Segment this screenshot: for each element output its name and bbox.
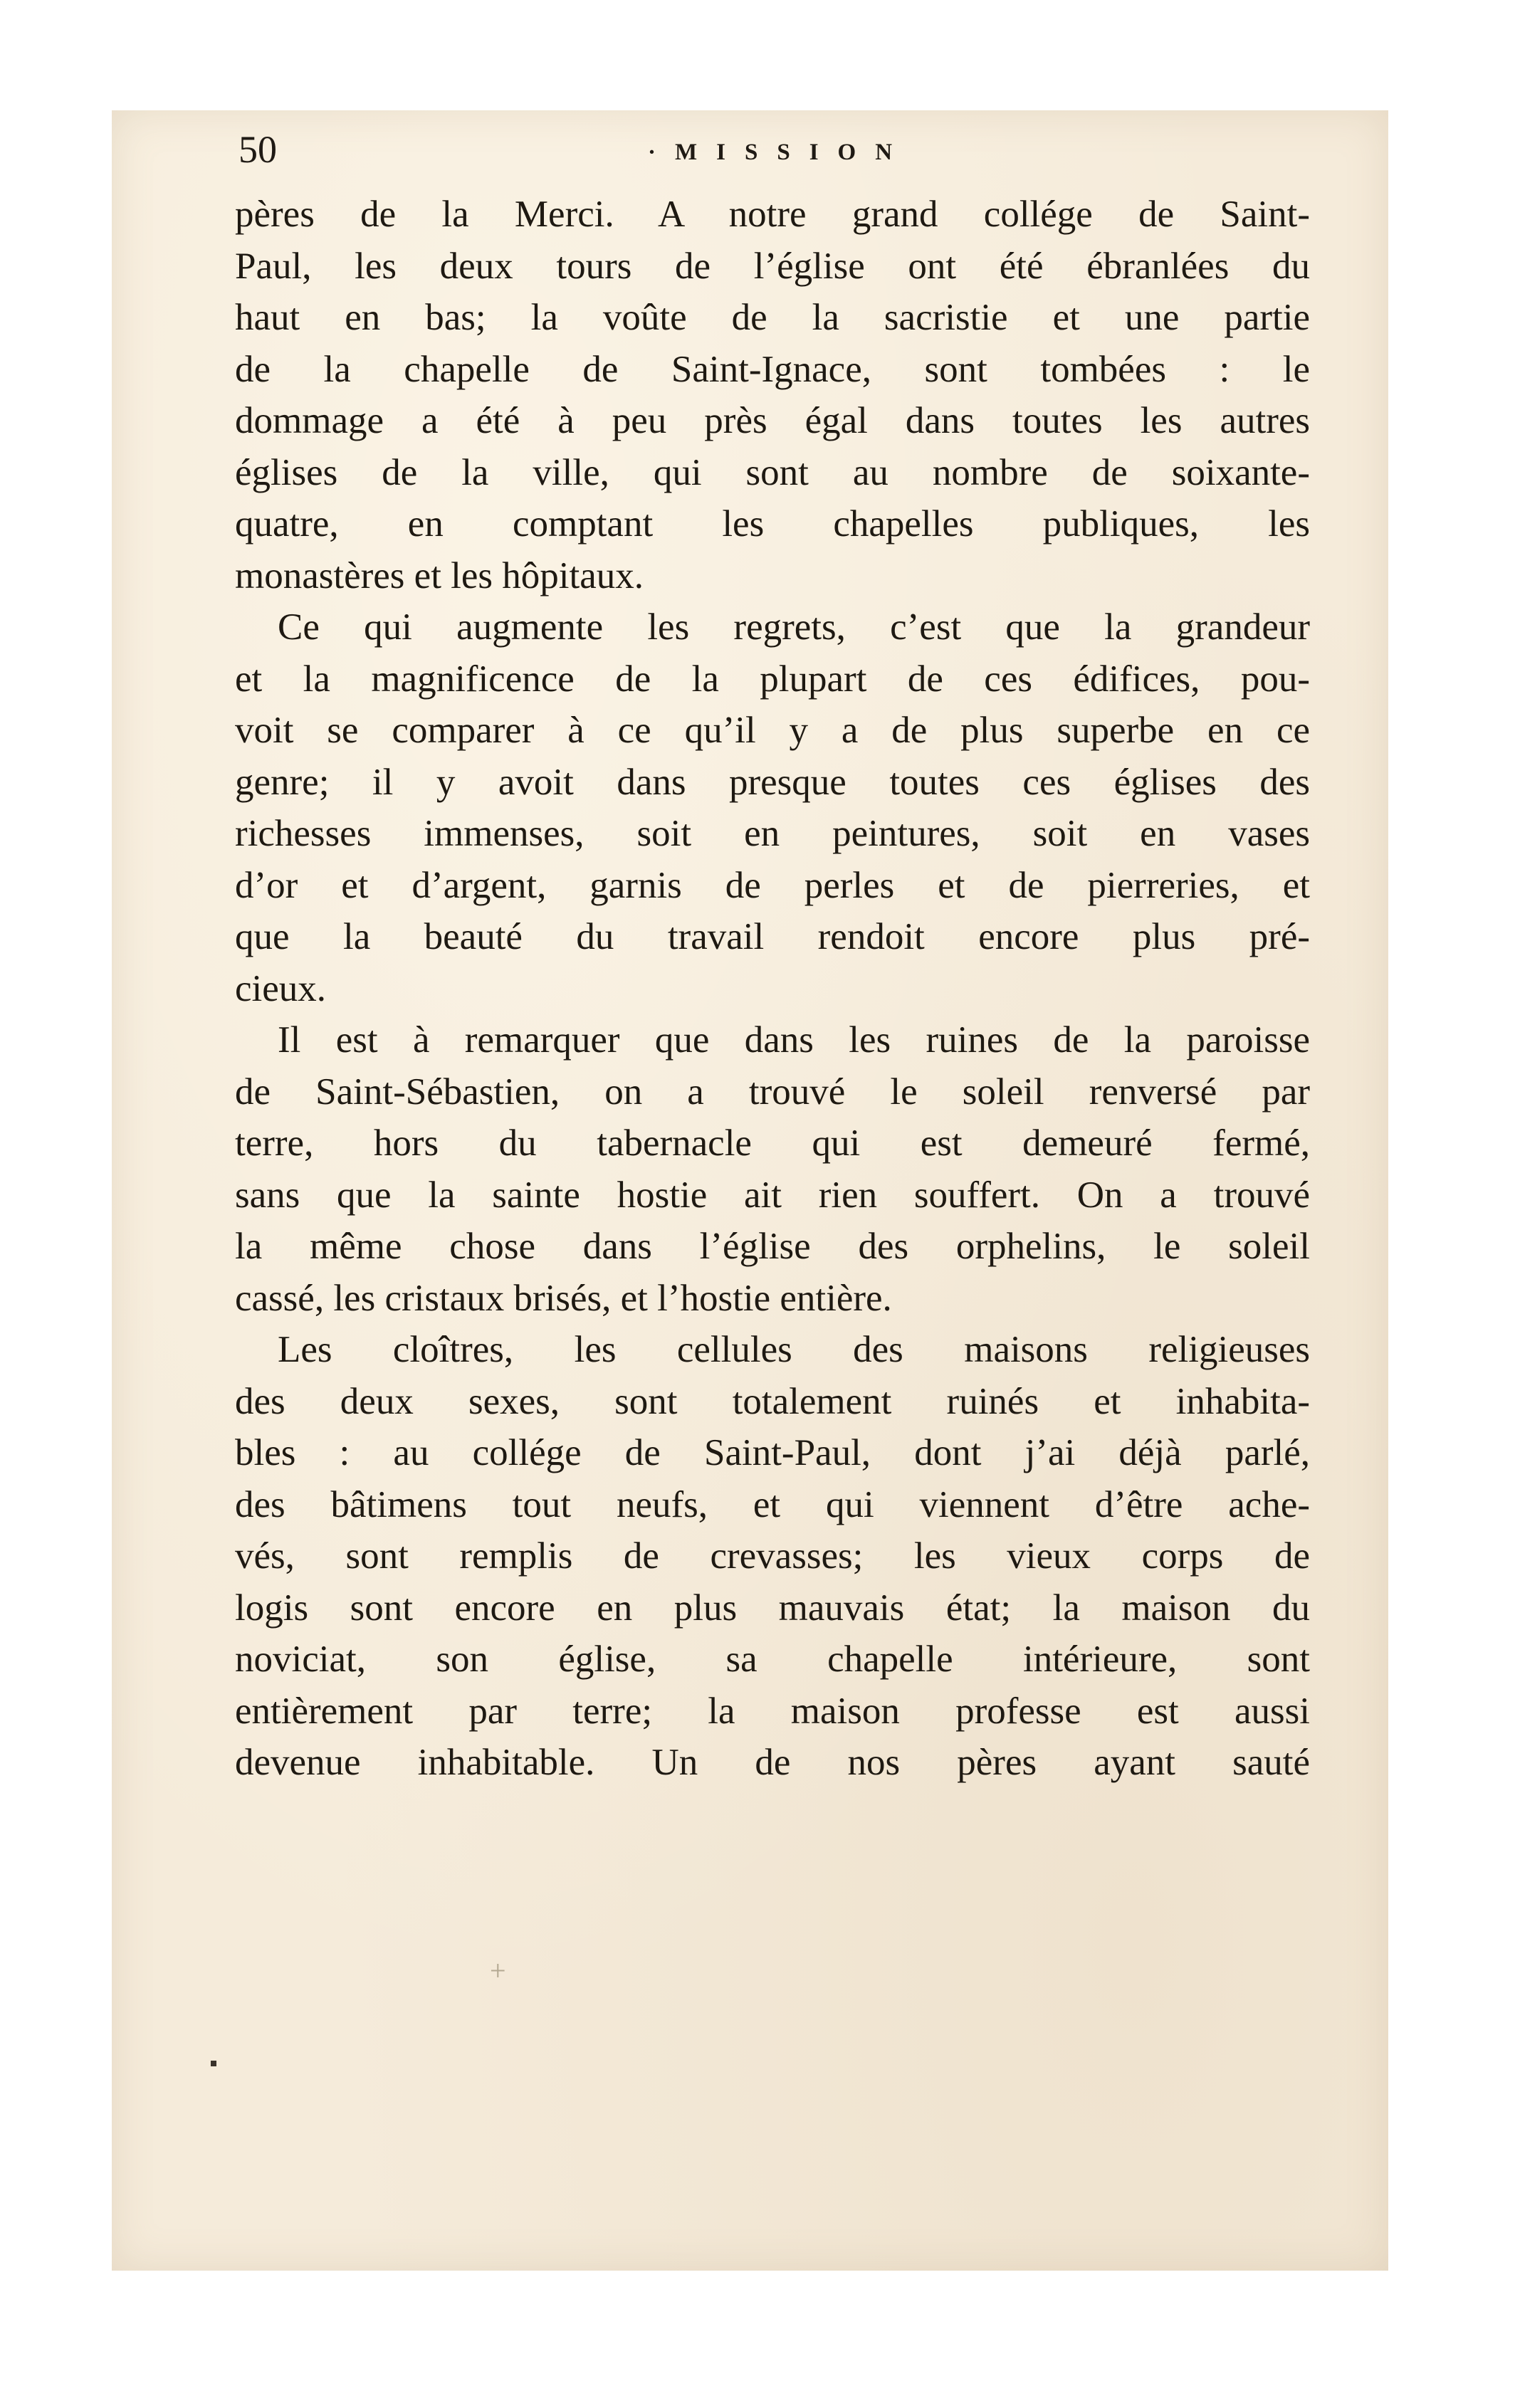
page-header bbox=[238, 121, 1306, 178]
text-line: de Saint-Sébastien, on a trouvé le soleil renversé par bbox=[235, 1071, 1310, 1113]
text-line: pères de la Merci. A notre grand collége de Saint- bbox=[235, 194, 1310, 235]
text-line: Les cloîtres, les cellules des maisons religieuses bbox=[278, 1329, 1310, 1370]
text-line: vés, sont remplis de crevasses; les vieux corps de bbox=[235, 1535, 1310, 1577]
text-line: quatre, en comptant les chapelles publiques, les bbox=[235, 503, 1310, 545]
text-line: que la beauté du travail rendoit encore plus pré- bbox=[235, 916, 1310, 957]
text-line: Il est à remarquer que dans les ruines de la paroisse bbox=[278, 1019, 1310, 1061]
running-head: ·MISSION bbox=[648, 140, 912, 165]
text-line: bles : au collége de Saint-Paul, dont j’ai déjà parlé, bbox=[235, 1432, 1310, 1473]
text-line: d’or et d’argent, garnis de perles et de pierreries, et bbox=[235, 864, 1310, 906]
body-text bbox=[235, 189, 1310, 1789]
text-line: voit se comparer à ce qu’il y a de plus superbe en ce bbox=[235, 710, 1310, 751]
text-line: noviciat, son église, sa chapelle intérieure, sont bbox=[235, 1639, 1310, 1680]
text-line: Ce qui augmente les regrets, c’est que la grandeur bbox=[278, 606, 1310, 648]
print-mark: + bbox=[490, 1955, 506, 1987]
text-line: sans que la sainte hostie ait rien souffert. On a trouvé bbox=[235, 1174, 1310, 1216]
text-line: de la chapelle de Saint-Ignace, sont tombées : le bbox=[235, 348, 1310, 390]
text-line: terre, hors du tabernacle qui est demeuré fermé, bbox=[235, 1122, 1310, 1164]
text-line: des deux sexes, sont totalement ruinés et inhabita- bbox=[235, 1380, 1310, 1422]
text-line: genre; il y avoit dans presque toutes ces églises des bbox=[235, 761, 1310, 803]
text-line: Paul, les deux tours de l’église ont été ébranlées du bbox=[235, 245, 1310, 287]
text-line: églises de la ville, qui sont au nombre de soixante- bbox=[235, 451, 1310, 493]
text-line: et la magnificence de la plupart de ces édifices, pou- bbox=[235, 658, 1310, 700]
text-line: haut en bas; la voûte de la sacristie et une partie bbox=[235, 297, 1310, 338]
text-line: logis sont encore en plus mauvais état; la maison du bbox=[235, 1587, 1310, 1629]
text-line: richesses immenses, soit en peintures, soit en vases bbox=[235, 813, 1310, 854]
text-line: monastères et les hôpitaux. bbox=[235, 554, 644, 596]
page-number: 50 bbox=[238, 128, 277, 171]
text-line: la même chose dans l’église des orphelins, le soleil bbox=[235, 1226, 1310, 1267]
text-line: dommage a été à peu près égal dans toutes les autres bbox=[235, 400, 1310, 441]
text-line: entièrement par terre; la maison professe est aussi bbox=[235, 1690, 1310, 1732]
ink-speck bbox=[211, 2061, 216, 2066]
text-line: cassé, les cristaux brisés, et l’hostie entière. bbox=[235, 1277, 892, 1319]
text-line: devenue inhabitable. Un de nos pères ayant sauté bbox=[235, 1742, 1310, 1783]
text-line: des bâtimens tout neufs, et qui viennent d’être ache- bbox=[235, 1483, 1310, 1525]
text-line: cieux. bbox=[235, 967, 327, 1009]
